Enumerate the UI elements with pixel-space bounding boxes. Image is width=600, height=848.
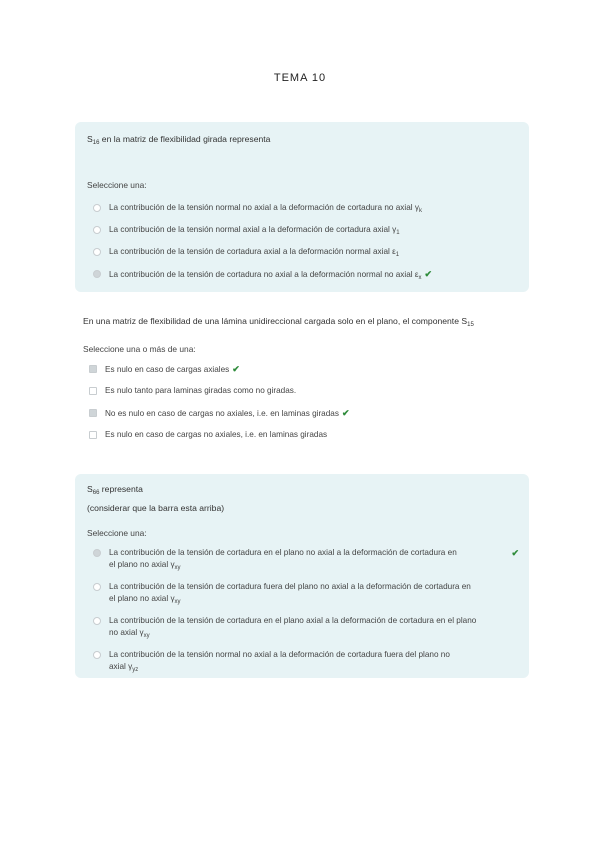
question-subscript: 15 xyxy=(467,322,474,328)
question-subscript: 66 xyxy=(92,490,100,496)
checkbox[interactable] xyxy=(89,387,97,395)
option-subscript: xy xyxy=(143,633,150,639)
option-subscript: yz xyxy=(132,667,139,673)
question-subscript: 16 xyxy=(92,140,100,146)
question-card-1 xyxy=(75,122,529,292)
option-label: La contribución de la tensión de cortadura en el plano axial a la deformación de cortadura en el plano xyxy=(109,616,477,625)
radio-button[interactable] xyxy=(93,248,101,256)
option-label: Es nulo tanto para laminas giradas como no giradas. xyxy=(105,386,297,395)
option-label-line2: axial γ xyxy=(109,662,133,671)
option-label-line2: no axial γ xyxy=(109,628,144,637)
answer-prompt: Seleccione una: xyxy=(87,180,147,190)
question-body: representa xyxy=(99,484,143,494)
option-subscript: x xyxy=(418,275,422,281)
question-symbol: S xyxy=(87,484,93,494)
check-icon: ✔ xyxy=(511,548,519,558)
check-icon: ✔ xyxy=(232,364,240,374)
checkbox-checked[interactable] xyxy=(89,365,97,373)
question-text xyxy=(83,316,519,329)
option-label-line2: el plano no axial γ xyxy=(109,594,175,603)
question-note: (considerar que la barra esta arriba) xyxy=(87,503,225,513)
question-card-3 xyxy=(75,474,529,678)
option-label: Es nulo en caso de cargas no axiales, i.e. en laminas giradas xyxy=(105,430,328,439)
check-icon: ✔ xyxy=(341,408,350,418)
question-text xyxy=(87,484,519,497)
question-card-2 xyxy=(75,312,529,452)
radio-button[interactable] xyxy=(93,204,101,212)
option-subscript: xy xyxy=(174,599,181,605)
option-label: No es nulo en caso de cargas no axiales, i.e. en laminas giradas xyxy=(105,409,339,418)
option-label: La contribución de la tensión normal no axial a la deformación de cortadura no axial γ xyxy=(109,203,419,212)
radio-button[interactable] xyxy=(93,583,101,591)
checkbox[interactable] xyxy=(89,431,97,439)
radio-button-selected[interactable] xyxy=(93,270,101,278)
option-subscript: 1 xyxy=(396,230,400,236)
question-text xyxy=(87,134,519,147)
option-subscript: k xyxy=(418,208,422,214)
answer-prompt: Seleccione una: xyxy=(87,528,147,538)
option-label: La contribución de la tensión normal no axial a la deformación de cortadura fuera del plano no xyxy=(109,650,450,659)
question-symbol: S xyxy=(87,134,93,144)
option-label: La contribución de la tensión de cortadura axial a la deformación normal axial ε xyxy=(109,247,396,256)
radio-button[interactable] xyxy=(93,226,101,234)
check-icon: ✔ xyxy=(424,269,433,279)
option-label-line2: el plano no axial γ xyxy=(109,560,175,569)
answer-prompt: Seleccione una o más de una: xyxy=(83,344,196,354)
option-label: La contribución de la tensión de cortadura en el plano no axial a la deformación de cortadura en xyxy=(109,548,457,557)
checkbox-checked[interactable] xyxy=(89,409,97,417)
option-label: La contribución de la tensión de cortadura no axial a la deformación normal no axial ε xyxy=(109,270,419,279)
option-subscript: xy xyxy=(174,565,181,571)
question-body: en la matriz de flexibilidad girada representa xyxy=(99,134,271,144)
option-label: La contribución de la tensión de cortadura fuera del plano no axial a la deformación de cortadura en xyxy=(109,582,471,591)
radio-button[interactable] xyxy=(93,651,101,659)
radio-button-selected[interactable] xyxy=(93,549,101,557)
radio-button[interactable] xyxy=(93,617,101,625)
option-label: La contribución de la tensión normal axial a la deformación de cortadura axial γ xyxy=(109,225,397,234)
option-label: Es nulo en caso de cargas axiales xyxy=(105,365,230,374)
question-body: En una matriz de flexibilidad de una lámina unidireccional cargada solo en el plano, el componente S xyxy=(83,316,468,326)
page-title: TEMA 10 xyxy=(273,72,327,84)
option-subscript: 1 xyxy=(395,252,400,258)
